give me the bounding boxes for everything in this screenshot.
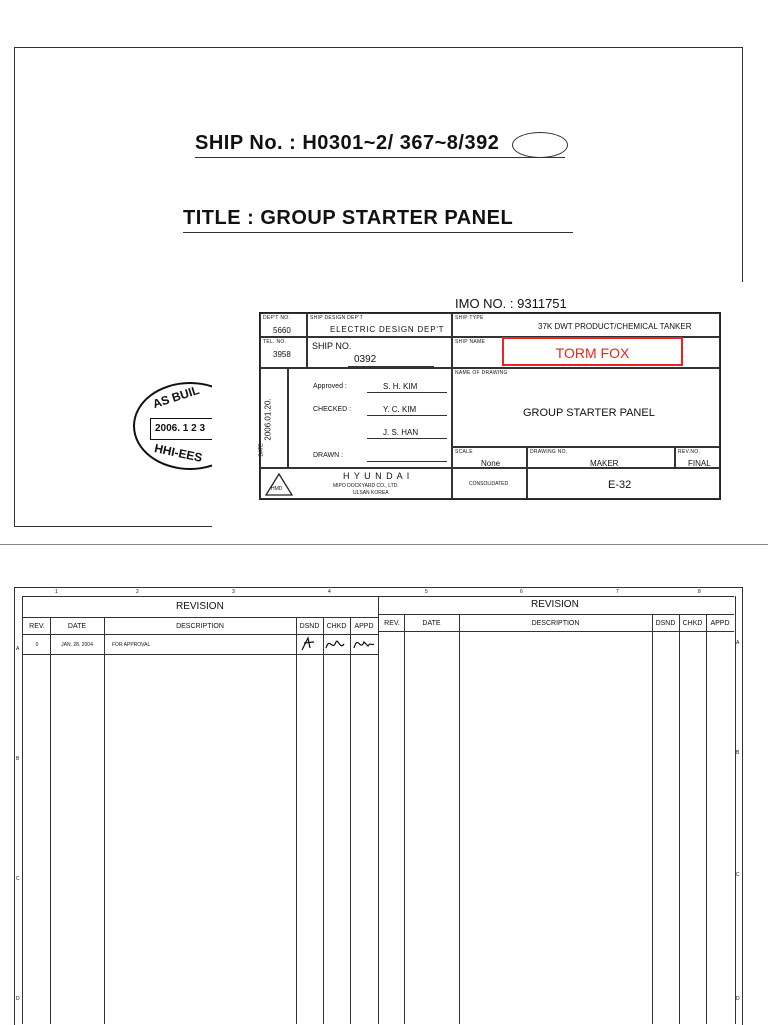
consolidated-cell: E-32	[527, 468, 720, 499]
tel-cell: TEL. NO. 3958	[260, 337, 307, 368]
dept-no-cell: DEP'T NO. 5660	[260, 313, 307, 337]
revision-frame	[22, 596, 736, 1024]
design-dept-cell: SHIP DESIGN DEP'T ELECTRIC DESIGN DEP'T	[307, 313, 452, 337]
company-cell: HMD H Y U N D A I MIPO DOCKYARD CO., LTD. ULSAN KOREA	[260, 468, 452, 499]
ship-type-cell: SHIP TYPE 37K DWT PRODUCT/CHEMICAL TANKER	[452, 313, 720, 337]
ship-underline	[195, 157, 565, 158]
rev-no-cell: REV.NO. FINAL	[675, 447, 720, 468]
rev-cell: 0	[35, 642, 39, 648]
page-divider	[0, 544, 768, 545]
ship-circle-mark	[512, 132, 568, 158]
consolidated-label-cell: CONSOLIDATED	[452, 468, 527, 499]
scale-cell: SCALE None	[452, 447, 527, 468]
cover-title: TITLE : GROUP STARTER PANEL	[183, 207, 514, 229]
drawing-no-cell: DRAWING NO. MAKER	[527, 447, 675, 468]
signatures	[298, 634, 378, 656]
imo-number: IMO NO. : 9311751	[455, 296, 567, 311]
title-underline	[183, 232, 573, 233]
drawing-name-cell: NAME OF DRAWING GROUP STARTER PANEL	[452, 368, 720, 447]
ship-no-cell: SHIP NO. 0392	[307, 337, 452, 368]
date-cell: JAN. 28. 2004	[61, 642, 93, 648]
description-cell: FOR APPROVAL	[112, 642, 151, 648]
ship-name-cell: SHIP NAME	[452, 337, 720, 368]
ship-name-highlight: TORM FOX	[502, 337, 683, 366]
hmd-logo-icon	[265, 473, 293, 497]
approval-cell: Approved : S. H. KIM CHECKED : Y. C. KIM J. S. HAN DRAWN :	[288, 368, 452, 468]
ship-number: SHIP No. : H0301~2/ 367~8/392	[195, 132, 500, 154]
revision-heading-left: REVISION	[176, 601, 224, 612]
date-cell: DATE 2006.01.20.	[260, 368, 288, 468]
as-built-stamp: AS BUIL 2006. 1 2 3 HHI-EES	[120, 378, 212, 470]
revision-heading-right: REVISION	[531, 599, 579, 610]
